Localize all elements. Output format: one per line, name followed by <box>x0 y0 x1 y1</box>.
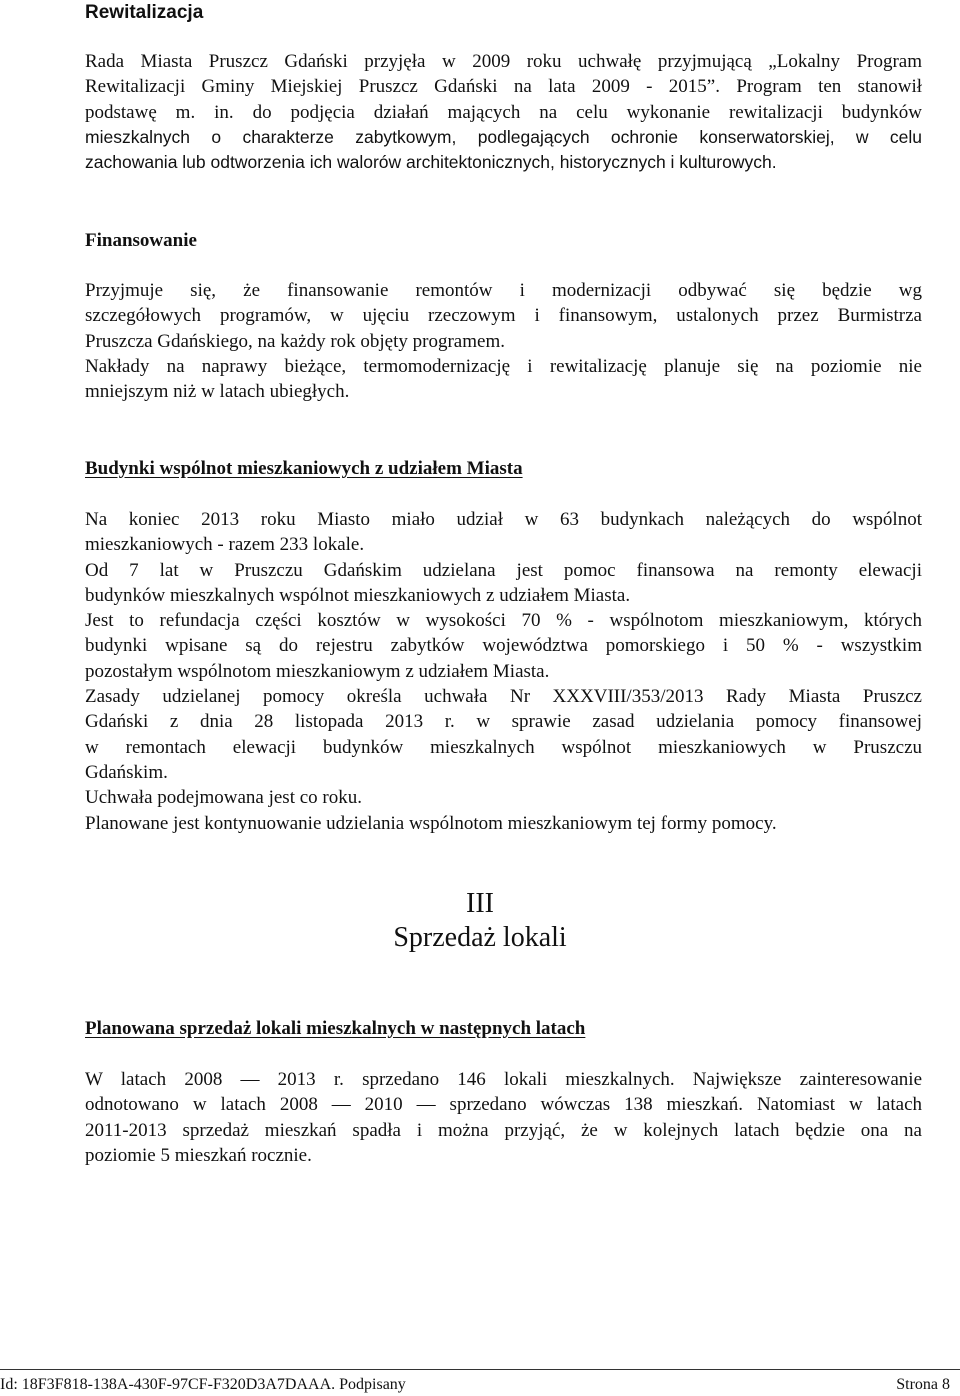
text-line: Od 7 lat w Pruszczu Gdańskim udzielana jest pomoc finansowa na remonty elewacji <box>85 559 922 581</box>
text-line: Nakłady na naprawy bieżące, termomodernizację i rewitalizację planuje się na poziomie nie <box>85 355 922 377</box>
text-line: Gdańskim. <box>85 761 168 783</box>
text-line: mieszkaniowych - razem 233 lokale. <box>85 534 365 556</box>
text-line: podstawę m. in. do podjęcia działań mających na celu wykonanie rewitalizacji budynków <box>85 101 922 123</box>
text-line: Przyjmuje się, że finansowanie remontów i modernizacji odbywać się będzie wg <box>85 280 922 301</box>
text-line: zachowania lub odtworzenia ich walorów architektonicznych, historycznych i kulturowych. <box>85 152 777 173</box>
text-line: Uchwała podejmowana jest co roku. <box>85 787 362 809</box>
text-line: Zasady udzielanej pomocy określa uchwała Nr XXXVIII/353/2013 Rady Miasta Pruszcz <box>85 686 922 708</box>
text-line: budynki wpisane są do rejestru zabytków województwa pomorskiego i 50 % - wszystkim <box>85 635 922 657</box>
text-line: Gdański z dnia 28 listopada 2013 r. w sprawie zasad udzielania pomocy finansowej <box>85 711 922 733</box>
text-line: Planowane jest kontynuowanie udzielania wspólnotom mieszkaniowym tej formy pomocy. <box>85 812 777 834</box>
text-line: budynków mieszkalnych wspólnot mieszkaniowych z udziałem Miasta. <box>85 584 631 606</box>
text-line: szczegółowych programów, w ujęciu rzeczowym i finansowym, ustalonych przez Burmistrza <box>85 305 922 327</box>
text-line: mniejszym niż w latach ubiegłych. <box>85 381 350 403</box>
section-heading-finansowanie: Finansowanie <box>85 230 197 251</box>
text-line: Pruszcza Gdańskiego, na każdy rok objęty programem. <box>85 330 505 352</box>
paragraph-sprzedaz <box>85 1067 922 1168</box>
footer-page-number: Strona 8 <box>896 1376 950 1393</box>
text-line: w remontach elewacji budynków mieszkalnych wspólnot mieszkaniowych w Pruszczu <box>85 736 922 758</box>
text-line: 2011-2013 sprzedaż mieszkań spadła i można przyjąć, że w kolejnych latach będzie ona na <box>85 1119 922 1141</box>
text-line: Rada Miasta Pruszcz Gdański przyjęła w 2009 roku uchwałę przyjmującą „Lokalny Program <box>85 51 922 72</box>
text-line: Rewitalizacji Gminy Miejskiej Pruszcz Gdański na lata 2009 - 2015”. Program ten stanowił <box>85 76 922 98</box>
text-line: mieszkalnych o charakterze zabytkowym, podlegających ochronie konserwatorskiej, w celu <box>85 126 922 147</box>
text-line: poziomie 5 mieszkań rocznie. <box>85 1144 312 1166</box>
footer-rule <box>0 1369 960 1370</box>
footer-document-id: Id: 18F3F818-138A-430F-97CF-F320D3A7DAAA. Podpisany <box>0 1376 406 1393</box>
paragraph-finansowanie <box>85 278 922 404</box>
section-heading-rewitalizacja: Rewitalizacja <box>85 2 204 23</box>
paragraph-budynki <box>85 507 922 836</box>
chapter-title: Sprzedaż lokali <box>393 922 567 953</box>
chapter-number: III <box>466 888 494 919</box>
text-line: Jest to refundacja części kosztów w wysokości 70 % - wspólnotom mieszkaniowym, których <box>85 610 922 632</box>
text-line: pozostałym wspólnotom mieszkaniowym z udziałem Miasta. <box>85 660 550 682</box>
paragraph-rewitalizacja <box>85 49 922 175</box>
section-heading-budynki: Budynki wspólnot mieszkaniowych z udziałem Miasta <box>85 458 523 479</box>
section-heading-sprzedaz: Planowana sprzedaż lokali mieszkalnych w następnych latach <box>85 1018 586 1039</box>
text-line: W latach 2008 — 2013 r. sprzedano 146 lokali mieszkalnych. Największe zainteresowanie <box>85 1069 922 1090</box>
text-line: Na koniec 2013 roku Miasto miało udział w 63 budynkach należących do wspólnot <box>85 509 922 530</box>
text-line: odnotowano w latach 2008 — 2010 — sprzedano wówczas 138 mieszkań. Natomiast w latach <box>85 1094 922 1116</box>
